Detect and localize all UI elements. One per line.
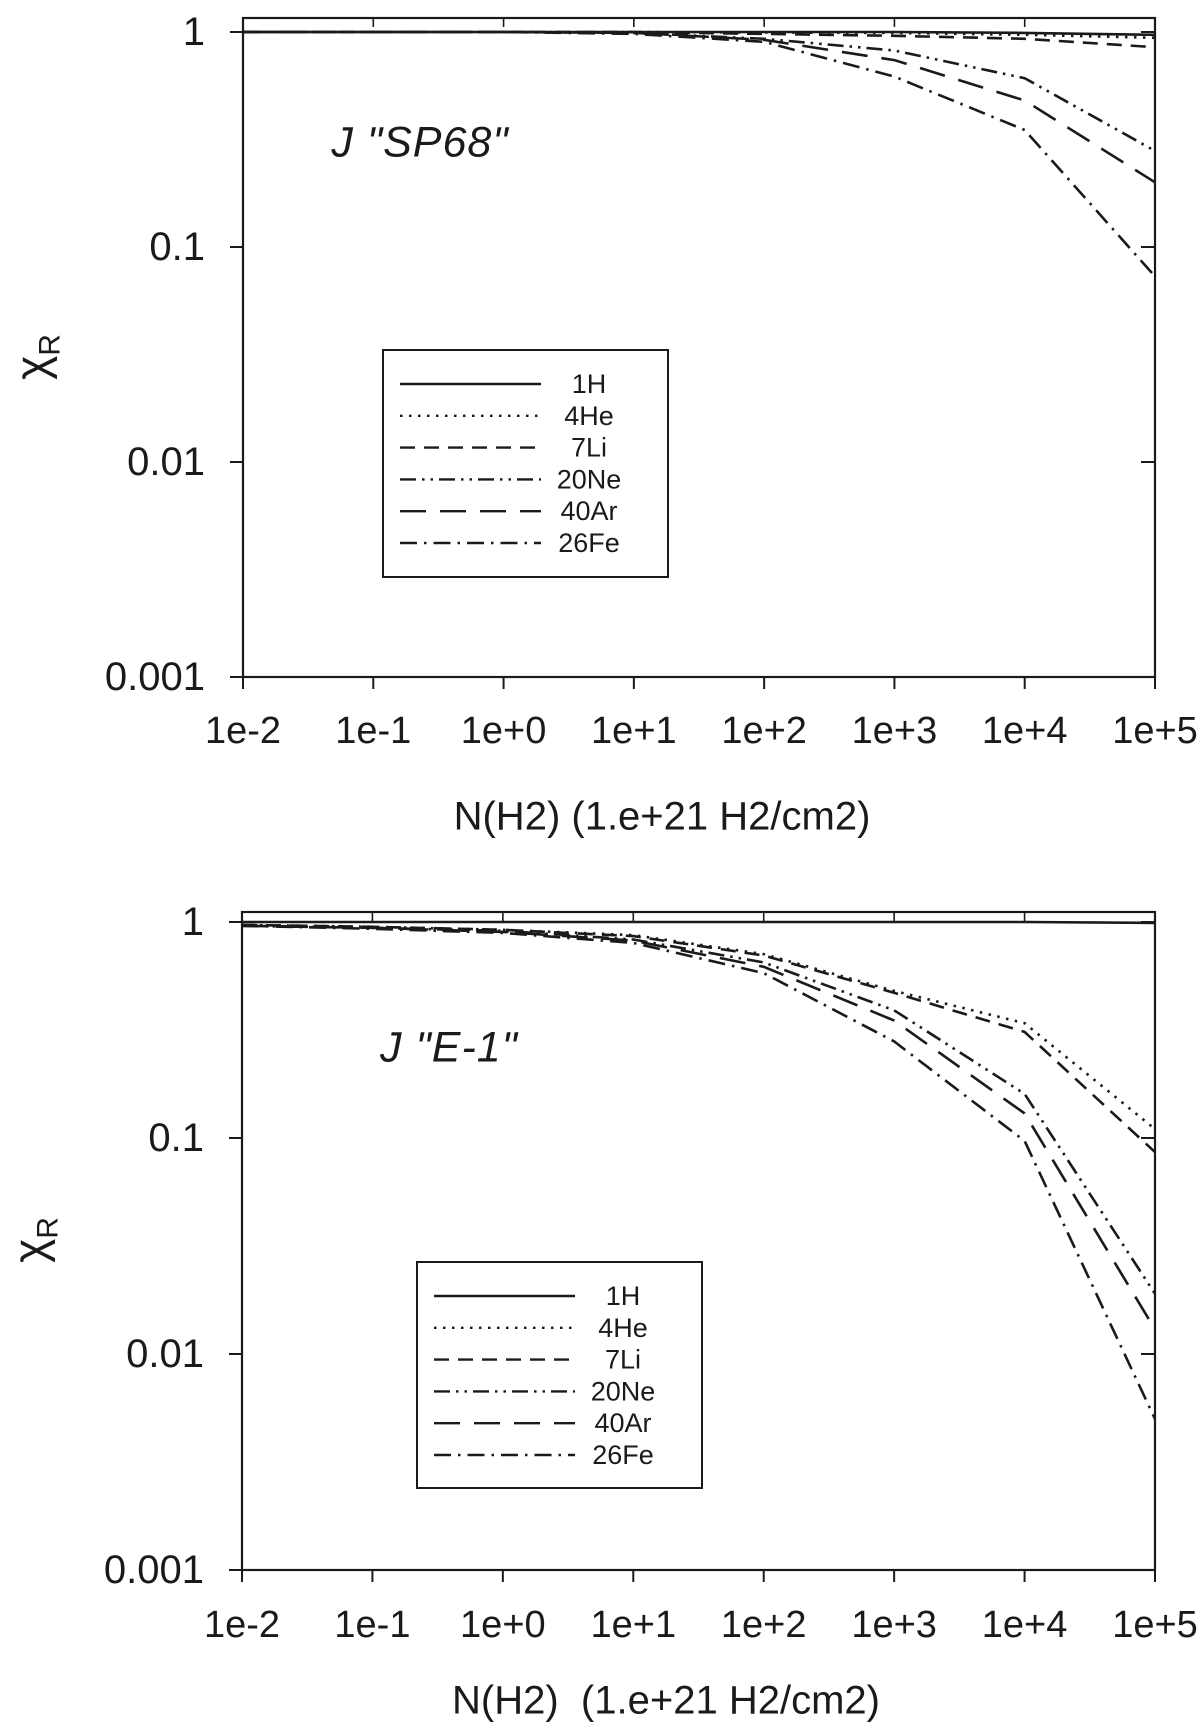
x-tick-label: 1e-1 xyxy=(334,1604,411,1646)
curve-7Li xyxy=(242,925,1155,1152)
legend-label-40Ar: 40Ar xyxy=(594,1408,652,1439)
x-tick-label: 1e-1 xyxy=(335,710,412,752)
curve-4He xyxy=(242,925,1155,1129)
x-tick-label: 1e+4 xyxy=(981,710,1068,752)
x-tick-label: 1e+3 xyxy=(851,710,938,752)
x-axis-title-bottom: N(H2) (1.e+21 H2/cm2) xyxy=(452,1678,880,1723)
x-tick-label: 1e+0 xyxy=(460,710,547,752)
legend-label-1H: 1H xyxy=(571,369,607,399)
plot-title-sp68: J "SP68" xyxy=(331,118,509,167)
chi-symbol: χ xyxy=(3,1238,56,1263)
legend-label-20Ne: 20Ne xyxy=(556,464,622,495)
legend-label-7Li: 7Li xyxy=(570,432,608,463)
legend-label-7Li: 7Li xyxy=(604,1344,642,1375)
x-tick-label: 1e+2 xyxy=(721,710,807,752)
chi-subscript: R xyxy=(33,334,67,356)
x-tick-label: 1e+3 xyxy=(851,1604,937,1646)
chi-subscript: R xyxy=(31,1217,65,1239)
legend-label-4He: 4He xyxy=(564,400,614,431)
y-tick-label: 0.001 xyxy=(103,1548,204,1592)
y-axis-label-top xyxy=(5,334,68,380)
y-axis-label-bottom xyxy=(3,1217,66,1263)
y-tick-label: 0.1 xyxy=(149,225,205,269)
legend-label-1H: 1H xyxy=(605,1281,641,1311)
x-tick-label: 1e+0 xyxy=(460,1604,546,1646)
plot-frame xyxy=(243,18,1155,677)
curve-1H xyxy=(242,922,1155,923)
y-tick-label: 0.001 xyxy=(104,655,205,699)
y-tick-label: 0.01 xyxy=(126,1332,204,1376)
x-tick-label: 1e+5 xyxy=(1112,710,1198,752)
y-tick-label: 0.01 xyxy=(127,440,205,484)
y-tick-label: 1 xyxy=(182,10,205,54)
chi-symbol: χ xyxy=(5,355,58,380)
x-axis-title-top: N(H2) (1.e+21 H2/cm2) xyxy=(453,794,871,839)
x-tick-label: 1e-2 xyxy=(203,1604,281,1646)
x-tick-label: 1e+4 xyxy=(981,1604,1068,1646)
y-tick-label: 1 xyxy=(181,900,204,944)
legend-label-40Ar: 40Ar xyxy=(560,496,618,527)
x-tick-label: 1e+2 xyxy=(720,1604,807,1646)
x-tick-label: 1e-2 xyxy=(204,710,282,752)
legend-label-26Fe: 26Fe xyxy=(558,528,620,558)
y-tick-label: 0.1 xyxy=(148,1116,204,1160)
x-tick-label: 1e+1 xyxy=(591,710,677,752)
x-tick-label: 1e+5 xyxy=(1112,1604,1198,1646)
legend-label-26Fe: 26Fe xyxy=(592,1440,654,1470)
x-tick-label: 1e+1 xyxy=(590,1604,677,1646)
plot-title-e1: J "E-1" xyxy=(380,1023,518,1072)
legend-label-20Ne: 20Ne xyxy=(590,1376,656,1407)
legend-label-4He: 4He xyxy=(598,1312,648,1343)
